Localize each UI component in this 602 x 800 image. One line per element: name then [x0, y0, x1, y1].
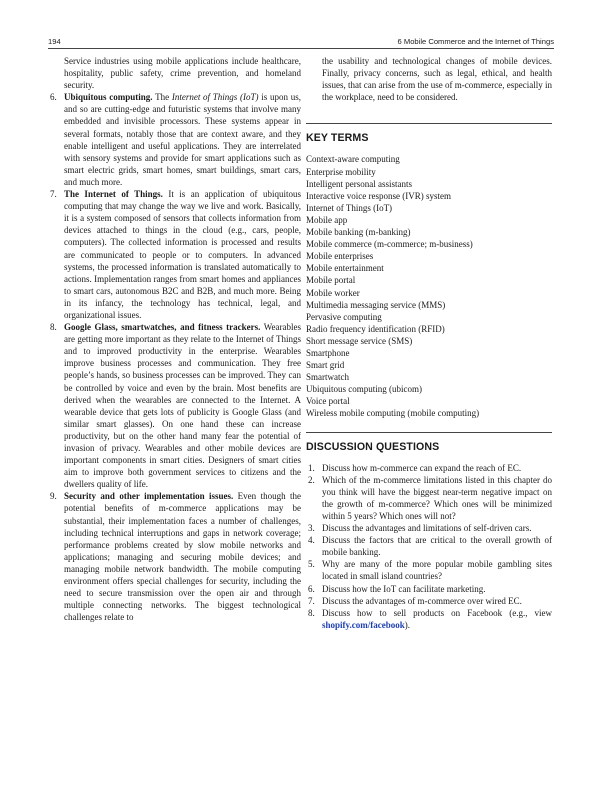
key-term-item: Mobile commerce (m-commerce; m-business)	[306, 239, 473, 250]
question-text: Discuss the factors that are critical to the overall growth of mobile banking.	[322, 535, 552, 558]
discussion-section	[306, 432, 552, 631]
discussion-questions-list	[306, 462, 552, 631]
question-text: Discuss the advantages of m-commerce over wired EC.	[322, 595, 522, 606]
item-body: Wearables are getting more important as they relate to the Internet of Things and to improved productivity in the enterprise. Wearables improve business processes and communication. They free people’s hands, so business processes can be improved. They can be controlled by voice and even by the brain. Most benefits are derived when the wearables are connected to the Internet. A wearable device that gets lots of publicity is Google Glass (and similar smart glasses). On one hand these can increase productivity, but on the other hand many fear the potential of invasion of privacy. Wearables and other mobile devices are important components in smart cities. Designers of smart cities aim to improve both government services to citizens and the dwellers quality of life.	[64, 322, 301, 490]
question-number: 5.	[308, 559, 315, 570]
key-terms-section	[306, 123, 552, 419]
key-term-item: Enterprise mobility	[306, 166, 376, 177]
summary-item	[48, 91, 301, 188]
item-italic-term: Internet of Things (IoT)	[171, 92, 259, 103]
key-term-item: Radio frequency identification (RFID)	[306, 323, 445, 334]
right-column	[306, 55, 552, 631]
key-term-item: Internet of Things (IoT)	[306, 202, 393, 213]
item-number: 9.	[50, 491, 57, 502]
question-number: 6.	[308, 583, 315, 594]
question-number: 7.	[308, 595, 315, 606]
item-title: Security and other implementation issues.	[64, 491, 234, 502]
key-term-item: Smartwatch	[306, 372, 349, 383]
item-number: 7.	[50, 189, 57, 200]
key-term-item: Mobile app	[306, 214, 348, 225]
question-link[interactable]: shopify.com/facebook	[322, 619, 405, 630]
item-title: Google Glass, smartwatches, and fitness trackers.	[64, 322, 261, 333]
question-text-after: ).	[404, 619, 411, 630]
question-text: Discuss how to sell products on Facebook (e.g., view	[322, 607, 552, 618]
key-terms-heading: KEY TERMS	[306, 123, 552, 153]
question-number: 3.	[308, 523, 315, 534]
item-number: 8.	[50, 322, 57, 333]
item-number: 6.	[50, 92, 57, 103]
item-title: The Internet of Things.	[64, 189, 163, 200]
question-number: 2.	[308, 474, 315, 485]
page-number: 194	[48, 37, 61, 46]
discussion-question	[306, 607, 552, 631]
item-body: is upon us, and so are cutting-edge and futuristic systems that involve many embedded and invisible processors. These systems appear in several formats, notably those that are context aware, and they enable intelligent and useful applications. They are interrelated with sensory systems and provide for smart applications such as smart electric grids, smart homes, smart buildings, smart cars, and much more.	[64, 92, 301, 187]
key-term-item: Smart grid	[306, 360, 345, 371]
key-term-item: Wireless mobile computing (mobile computing)	[306, 408, 480, 419]
key-term-item: Short message service (SMS)	[306, 335, 413, 346]
key-term-item: Voice portal	[306, 396, 350, 407]
key-terms-list	[306, 153, 552, 419]
left-column	[48, 55, 301, 623]
key-term-item: Pervasive computing	[306, 311, 382, 322]
key-term-item: Intelligent personal assistants	[306, 178, 412, 189]
key-term-item: Interactive voice response (IVR) system	[306, 190, 451, 201]
key-term-item: Mobile banking (m-banking)	[306, 227, 411, 238]
item-title: Ubiquitous computing.	[64, 92, 153, 103]
summary-item	[48, 321, 301, 490]
question-text: Discuss how m-commerce can expand the reach of EC.	[322, 462, 522, 473]
item-body: Even though the potential benefits of m-commerce applications may be substantial, their implementation faces a number of challenges, including technical interruptions and gaps in network coverage; performance problems created by slow mobile networks and applications; managing and securing mobile devices; and managing mobile network bandwidth. The mobile computing environment offers special challenges for security, including the need to secure transmission over the open air and through multiple connecting networks. The biggest technological challenges relate to	[64, 491, 301, 623]
discussion-question	[306, 583, 552, 595]
header-rule	[48, 48, 554, 49]
summary-item	[48, 188, 301, 321]
question-text: Discuss the advantages and limitations of self-driven cars.	[322, 523, 532, 534]
discussion-heading: DISCUSSION QUESTIONS	[306, 432, 552, 462]
key-term-item: Mobile enterprises	[306, 251, 374, 262]
chapter-title: 6 Mobile Commerce and the Internet of Things	[397, 37, 554, 46]
running-header	[48, 37, 554, 49]
key-term-item: Smartphone	[306, 347, 350, 358]
question-number: 4.	[308, 535, 315, 546]
item-body: It is an application of ubiquitous computing that may change the way we live and work. Basically, it is a system composed of sensors that collects information from devices attached to things in the cloud (e.g., cars, people, computers). The collected information is processed and results are communicated to people or to computers. In advanced systems, the processed information is translated automatically to actions. Implementation ranges from smart homes and appliances to smart cars, autonomous B2C and B2B, and much more. Being in its infancy, the technology has technical, legal, and organizational issues.	[64, 189, 301, 320]
discussion-question	[306, 462, 552, 474]
question-number: 1.	[308, 462, 315, 473]
question-text: Discuss how the IoT can facilitate marketing.	[322, 583, 486, 594]
discussion-question	[306, 522, 552, 534]
discussion-question	[306, 595, 552, 607]
item-title-after: The	[152, 92, 172, 103]
discussion-question	[306, 558, 552, 582]
key-term-item: Mobile worker	[306, 287, 360, 298]
key-term-item: Multimedia messaging service (MMS)	[306, 299, 446, 310]
summary-item	[48, 490, 301, 623]
question-text: Which of the m-commerce limitations listed in this chapter do you think will have the biggest near-term negative impact on the growth of m-commerce? Which ones will be minimized within 5 years? Which ones will not?	[322, 474, 552, 521]
discussion-question	[306, 474, 552, 522]
question-number: 8.	[308, 607, 315, 618]
discussion-question	[306, 534, 552, 558]
key-term-item: Mobile portal	[306, 275, 356, 286]
key-term-item: Mobile entertainment	[306, 263, 384, 274]
summary-list	[48, 91, 301, 623]
key-term-item: Ubiquitous computing (ubicom)	[306, 384, 422, 395]
summary-continuation: the usability and technological changes of mobile devices. Finally, privacy concerns, such as legal, ethical, and health issues, that can arise from the use of m-commerce, especially in the workplace, need to be considered.	[322, 56, 552, 103]
intro-continuation: Service industries using mobile applications include healthcare, hospitality, public safety, crime prevention, and homeland security.	[64, 56, 301, 91]
key-term-item: Context-aware computing	[306, 154, 400, 165]
question-text: Why are many of the more popular mobile gambling sites located in small island countries?	[322, 559, 552, 582]
